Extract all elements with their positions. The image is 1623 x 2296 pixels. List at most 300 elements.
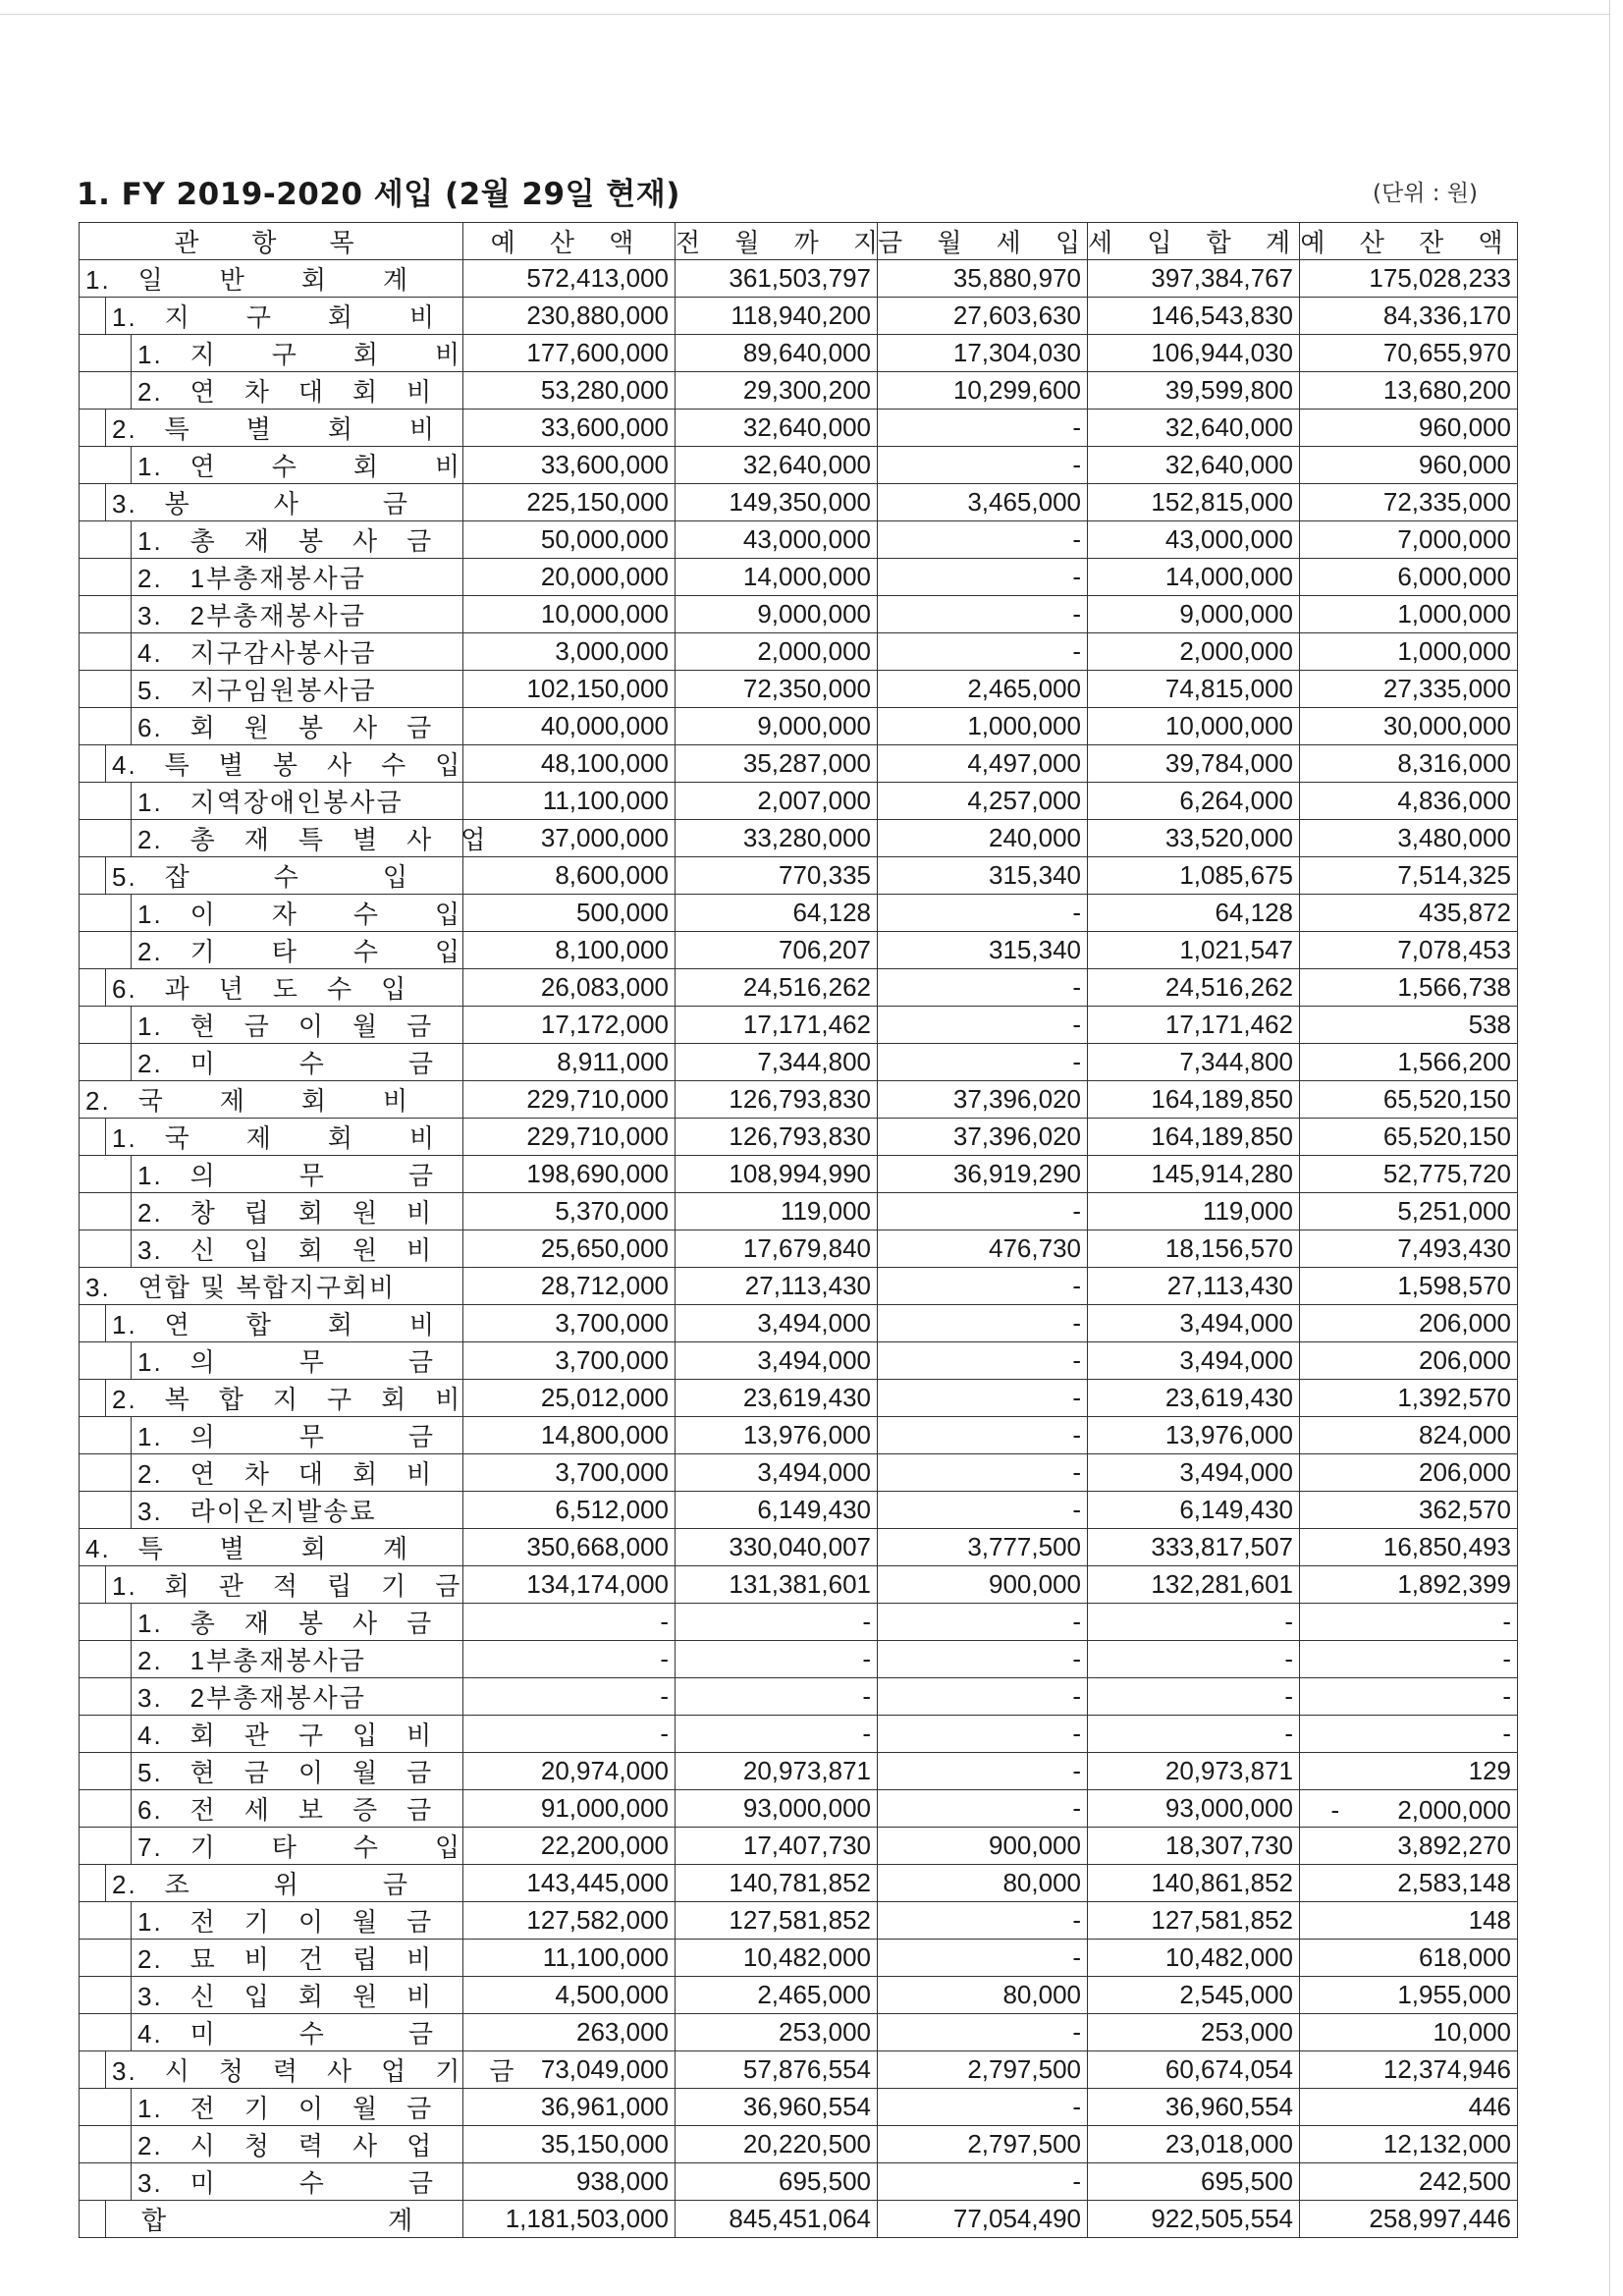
cell-prior-months: 108,994,990 <box>676 1156 878 1193</box>
row-label: 2. 국 제 회 비 <box>85 1086 410 1116</box>
cell-current-month: - <box>878 1417 1088 1454</box>
cell-current-month: - <box>878 1940 1088 1977</box>
total-budget-remaining: 258,997,446 <box>1300 2201 1518 2238</box>
row-category-wrapper <box>80 2126 462 2162</box>
cell-revenue-total: 93,000,000 <box>1088 1790 1300 1828</box>
row-category-wrapper <box>80 1529 462 1565</box>
table-row <box>80 1268 1518 1305</box>
cell-revenue-total: 39,784,000 <box>1088 745 1300 783</box>
cell-budget-remaining: 960,000 <box>1300 410 1518 447</box>
indent-rule <box>80 484 106 520</box>
total-revenue-total: 922,505,554 <box>1088 2201 1300 2238</box>
cell-prior-months: 9,000,000 <box>676 708 878 745</box>
row-category-wrapper <box>80 1044 462 1080</box>
row-label: 2. 묘 비 건 립 비 <box>137 1944 434 1974</box>
cell-budget: 53,280,000 <box>463 372 676 410</box>
cell-budget: 229,710,000 <box>463 1081 676 1119</box>
cell-budget-remaining: 824,000 <box>1300 1417 1518 1454</box>
cell-current-month: 900,000 <box>878 1828 1088 1865</box>
indent-rule <box>80 671 132 707</box>
cell-budget: 102,150,000 <box>463 671 676 708</box>
cell-revenue-total: 32,640,000 <box>1088 410 1300 447</box>
cell-revenue-total: 3,494,000 <box>1088 1342 1300 1380</box>
row-category-wrapper <box>80 1716 462 1752</box>
row-category-cell <box>80 857 463 895</box>
row-category-wrapper <box>80 1865 462 1901</box>
cell-current-month: - <box>878 1268 1088 1305</box>
indent-rule <box>80 2014 132 2050</box>
row-category-cell <box>80 1566 463 1604</box>
indent-rule <box>80 559 132 595</box>
cell-budget: 198,690,000 <box>463 1156 676 1193</box>
table-row <box>80 1865 1518 1902</box>
cell-budget: 40,000,000 <box>463 708 676 745</box>
row-label: 3. 2부총재봉사금 <box>137 1683 366 1713</box>
cell-budget-remaining: 65,520,150 <box>1300 1081 1518 1119</box>
cell-budget-remaining: 12,374,946 <box>1300 2051 1518 2089</box>
cell-budget: 37,000,000 <box>463 820 676 857</box>
table-row <box>80 1230 1518 1268</box>
cell-revenue-total: 60,674,054 <box>1088 2051 1300 2089</box>
row-category-wrapper <box>80 1342 462 1379</box>
cell-budget: 17,172,000 <box>463 1007 676 1044</box>
cell-budget: 127,582,000 <box>463 1902 676 1940</box>
cell-prior-months: 706,207 <box>676 932 878 969</box>
row-label: 6. 전 세 보 증 금 <box>137 1795 434 1825</box>
cell-prior-months: - <box>676 1641 878 1678</box>
cell-prior-months: 20,220,500 <box>676 2126 878 2163</box>
row-label: 2. 연 차 대 회 비 <box>137 377 434 407</box>
table-row <box>80 2126 1518 2163</box>
indent-rule <box>80 932 132 968</box>
cell-prior-months: 10,482,000 <box>676 1940 878 1977</box>
row-label: 4. 미 수 금 <box>137 2019 436 2049</box>
row-category-wrapper <box>80 521 462 558</box>
cell-current-month: 476,730 <box>878 1230 1088 1268</box>
cell-budget-remaining: 960,000 <box>1300 447 1518 484</box>
indent-rule <box>80 708 132 744</box>
table-row <box>80 2089 1518 2126</box>
cell-budget-remaining: 1,000,000 <box>1300 633 1518 671</box>
row-category-wrapper <box>80 671 462 707</box>
row-category-wrapper <box>80 1119 462 1155</box>
cell-revenue-total: 3,494,000 <box>1088 1454 1300 1492</box>
cell-current-month: - <box>878 1753 1088 1790</box>
indent-rule <box>80 447 132 483</box>
row-category-wrapper <box>80 2014 462 2050</box>
indent-rule <box>80 633 132 670</box>
row-category-wrapper <box>80 1268 462 1304</box>
cell-budget: 33,600,000 <box>463 410 676 447</box>
cell-budget: 143,445,000 <box>463 1865 676 1902</box>
table-row <box>80 820 1518 857</box>
row-label: 5. 현 금 이 월 금 <box>137 1758 434 1787</box>
indent-rule <box>80 895 132 931</box>
cell-revenue-total: 20,973,871 <box>1088 1753 1300 1790</box>
cell-current-month: 36,919,290 <box>878 1156 1088 1193</box>
total-row <box>80 2201 1518 2238</box>
row-category-cell <box>80 1865 463 1902</box>
table-row <box>80 1193 1518 1230</box>
table-row <box>80 1566 1518 1604</box>
row-label: 1. 의 무 금 <box>137 1161 436 1190</box>
cell-budget-remaining: 7,078,453 <box>1300 932 1518 969</box>
cell-prior-months: 24,516,262 <box>676 969 878 1007</box>
indent-rule <box>80 410 106 446</box>
cell-revenue-total: 32,640,000 <box>1088 447 1300 484</box>
row-label: 1. 이 자 수 입 <box>137 900 462 929</box>
cell-budget-remaining: 175,028,233 <box>1300 260 1518 298</box>
cell-revenue-total: 152,815,000 <box>1088 484 1300 521</box>
cell-budget-remaining: 446 <box>1300 2089 1518 2126</box>
cell-budget-remaining: 4,836,000 <box>1300 783 1518 820</box>
row-category-cell <box>80 260 463 298</box>
indent-rule <box>80 2089 132 2125</box>
row-category-cell <box>80 2014 463 2051</box>
cell-prior-months: 13,976,000 <box>676 1417 878 1454</box>
cell-current-month: 37,396,020 <box>878 1119 1088 1156</box>
total-current-month: 77,054,490 <box>878 2201 1088 2238</box>
cell-revenue-total: 140,861,852 <box>1088 1865 1300 1902</box>
indent-rule <box>80 1977 132 2013</box>
table-row <box>80 298 1518 335</box>
table-row <box>80 372 1518 410</box>
cell-prior-months: 32,640,000 <box>676 410 878 447</box>
cell-current-month: 240,000 <box>878 820 1088 857</box>
cell-budget-remaining: 13,680,200 <box>1300 372 1518 410</box>
cell-budget: 28,712,000 <box>463 1268 676 1305</box>
row-label: 2. 기 타 수 입 <box>137 937 462 966</box>
table-row <box>80 260 1518 298</box>
table-row <box>80 1940 1518 1977</box>
indent-rule <box>80 1716 132 1752</box>
row-category-wrapper <box>80 1007 462 1043</box>
row-category-cell <box>80 2051 516 2089</box>
row-category-wrapper <box>80 1604 462 1640</box>
cell-budget-remaining: - <box>1300 1716 1518 1753</box>
cell-current-month: 80,000 <box>878 1977 1088 2014</box>
row-category-cell <box>80 410 463 447</box>
cell-prior-months: 32,640,000 <box>676 447 878 484</box>
row-label: 2. 복 합 지 구 회 비 <box>112 1385 462 1414</box>
row-category-cell <box>80 1604 463 1641</box>
cell-prior-months: 118,940,200 <box>676 298 878 335</box>
indent-rule <box>80 1753 132 1789</box>
row-category-cell <box>80 745 463 783</box>
row-category-cell <box>80 2163 463 2201</box>
row-label: 3. 신 입 회 원 비 <box>137 1235 434 1265</box>
row-label: 6. 과 년 도 수 입 <box>112 974 408 1004</box>
header-budget-remaining: 예 산 잔 액 <box>1300 223 1518 260</box>
row-category-wrapper <box>80 2051 516 2088</box>
table-row <box>80 895 1518 932</box>
row-category-cell <box>80 1641 463 1678</box>
cell-budget: 26,083,000 <box>463 969 676 1007</box>
row-category-wrapper <box>80 1940 462 1976</box>
cell-current-month: - <box>878 1044 1088 1081</box>
cell-budget: 36,961,000 <box>463 2089 676 2126</box>
cell-budget: 229,710,000 <box>463 1119 676 1156</box>
cell-revenue-total: 23,619,430 <box>1088 1380 1300 1417</box>
row-category-cell <box>80 932 463 969</box>
cell-budget-remaining: 12,132,000 <box>1300 2126 1518 2163</box>
row-label: 1. 지 구 회 비 <box>137 340 462 369</box>
row-category-cell <box>80 1454 463 1492</box>
cell-revenue-total: 14,000,000 <box>1088 559 1300 596</box>
row-category-wrapper <box>80 1641 462 1677</box>
row-category-wrapper <box>80 783 462 819</box>
cell-budget: 8,100,000 <box>463 932 676 969</box>
row-category-cell <box>80 521 463 559</box>
row-category-cell <box>80 1156 463 1193</box>
cell-prior-months: 2,000,000 <box>676 633 878 671</box>
cell-revenue-total: 10,482,000 <box>1088 1940 1300 1977</box>
row-category-wrapper <box>80 372 462 409</box>
row-label: 1. 의 무 금 <box>137 1347 436 1377</box>
cell-current-month: 35,880,970 <box>878 260 1088 298</box>
cell-budget: 11,100,000 <box>463 783 676 820</box>
cell-revenue-total: 6,149,430 <box>1088 1492 1300 1529</box>
row-category-cell <box>80 1044 463 1081</box>
cell-budget-remaining: 7,493,430 <box>1300 1230 1518 1268</box>
row-label: 3. 2부총재봉사금 <box>137 601 366 630</box>
cell-prior-months: 253,000 <box>676 2014 878 2051</box>
table-row <box>80 1119 1518 1156</box>
indent-rule <box>80 1380 106 1416</box>
cell-current-month: - <box>878 1902 1088 1940</box>
cell-budget: 4,500,000 <box>463 1977 676 2014</box>
cell-revenue-total: - <box>1088 1641 1300 1678</box>
row-category-cell <box>80 1268 463 1305</box>
cell-revenue-total: 132,281,601 <box>1088 1566 1300 1604</box>
row-category-wrapper <box>80 1417 462 1453</box>
cell-budget-remaining: 538 <box>1300 1007 1518 1044</box>
cell-prior-months: 7,344,800 <box>676 1044 878 1081</box>
table-row <box>80 1678 1518 1716</box>
cell-budget-remaining: 1,598,570 <box>1300 1268 1518 1305</box>
row-category-cell <box>80 1342 463 1380</box>
cell-current-month: 4,497,000 <box>878 745 1088 783</box>
table-row <box>80 447 1518 484</box>
indent-rule <box>80 1044 132 1080</box>
row-category-cell <box>80 969 463 1007</box>
table-row <box>80 1902 1518 1940</box>
cell-prior-months: 57,876,554 <box>676 2051 878 2089</box>
cell-prior-months: 330,040,007 <box>676 1529 878 1566</box>
cell-revenue-total: 7,344,800 <box>1088 1044 1300 1081</box>
header-row <box>80 223 1518 260</box>
cell-revenue-total: 1,085,675 <box>1088 857 1300 895</box>
cell-revenue-total: 18,156,570 <box>1088 1230 1300 1268</box>
cell-current-month: - <box>878 1790 1088 1828</box>
cell-prior-months: 3,494,000 <box>676 1454 878 1492</box>
cell-budget-remaining: 8,316,000 <box>1300 745 1518 783</box>
total-prior-months: 845,451,064 <box>676 2201 878 2238</box>
cell-prior-months: 361,503,797 <box>676 260 878 298</box>
indent-rule <box>80 1119 106 1155</box>
row-category-wrapper <box>80 1230 462 1267</box>
cell-budget: 20,974,000 <box>463 1753 676 1790</box>
cell-prior-months: 3,494,000 <box>676 1342 878 1380</box>
row-category-wrapper <box>80 2089 462 2125</box>
indent-rule <box>80 1230 132 1267</box>
cell-prior-months: 131,381,601 <box>676 1566 878 1604</box>
indent-rule <box>80 783 132 819</box>
cell-revenue-total: 43,000,000 <box>1088 521 1300 559</box>
row-category-cell <box>80 1417 463 1454</box>
cell-current-month: 2,465,000 <box>878 671 1088 708</box>
row-label: 7. 기 타 수 입 <box>137 1832 462 1862</box>
cell-prior-months: 36,960,554 <box>676 2089 878 2126</box>
cell-revenue-total: 13,976,000 <box>1088 1417 1300 1454</box>
row-category-wrapper <box>80 969 462 1006</box>
row-label: 4. 지구감사봉사금 <box>137 638 377 668</box>
row-category-cell <box>80 1753 463 1790</box>
cell-budget-remaining: 6,000,000 <box>1300 559 1518 596</box>
row-category-wrapper <box>80 857 462 894</box>
cell-budget: 10,000,000 <box>463 596 676 633</box>
row-category-wrapper <box>80 1753 462 1789</box>
cell-budget: 22,200,000 <box>463 1828 676 1865</box>
row-category-cell <box>80 1305 463 1342</box>
cell-revenue-total: - <box>1088 1678 1300 1716</box>
table-row <box>80 857 1518 895</box>
cell-prior-months: 29,300,200 <box>676 372 878 410</box>
cell-revenue-total: 333,817,507 <box>1088 1529 1300 1566</box>
cell-budget: 35,150,000 <box>463 2126 676 2163</box>
row-label: 2. 1부총재봉사금 <box>137 1646 366 1675</box>
cell-budget-remaining: 148 <box>1300 1902 1518 1940</box>
indent-rule <box>80 335 132 371</box>
table-row <box>80 2163 1518 2201</box>
row-category-wrapper <box>80 745 462 782</box>
row-category-wrapper <box>80 1492 462 1528</box>
page-edge-top <box>0 14 1610 15</box>
row-category-wrapper <box>80 335 462 371</box>
table-row <box>80 1604 1518 1641</box>
cell-prior-months: 17,171,462 <box>676 1007 878 1044</box>
indent-rule <box>80 1902 132 1939</box>
cell-revenue-total: 10,000,000 <box>1088 708 1300 745</box>
row-label: 1. 의 무 금 <box>137 1422 436 1451</box>
cell-current-month: - <box>878 1641 1088 1678</box>
row-label: 1. 현 금 이 월 금 <box>137 1011 434 1041</box>
cell-budget-remaining: 3,480,000 <box>1300 820 1518 857</box>
row-category-wrapper <box>80 1977 462 2013</box>
cell-current-month: 315,340 <box>878 932 1088 969</box>
cell-revenue-total: 2,545,000 <box>1088 1977 1300 2014</box>
cell-current-month: 900,000 <box>878 1566 1088 1604</box>
cell-prior-months: 6,149,430 <box>676 1492 878 1529</box>
indent-rule <box>80 1156 132 1192</box>
indent-rule <box>80 1641 132 1677</box>
row-label: 3. 신 입 회 원 비 <box>137 1982 434 2011</box>
indent-rule <box>80 1566 106 1603</box>
cell-current-month: 37,396,020 <box>878 1081 1088 1119</box>
cell-prior-months: 23,619,430 <box>676 1380 878 1417</box>
cell-revenue-total: 253,000 <box>1088 2014 1300 2051</box>
indent-rule <box>80 857 106 894</box>
cell-prior-months: 35,287,000 <box>676 745 878 783</box>
row-category-cell <box>80 1492 463 1529</box>
cell-budget: 5,370,000 <box>463 1193 676 1230</box>
row-label: 3. 미 수 금 <box>137 2168 436 2198</box>
cell-current-month: - <box>878 1380 1088 1417</box>
cell-revenue-total: 146,543,830 <box>1088 298 1300 335</box>
indent-rule <box>80 745 106 782</box>
indent-rule <box>80 1604 132 1640</box>
table-body <box>80 260 1518 2238</box>
cell-current-month: 2,797,500 <box>878 2051 1088 2089</box>
row-label: 1. 일 반 회 계 <box>85 265 410 295</box>
cell-current-month: - <box>878 1007 1088 1044</box>
indent-rule <box>80 820 132 856</box>
row-category-wrapper <box>80 2163 462 2200</box>
cell-revenue-total: 24,516,262 <box>1088 969 1300 1007</box>
row-label: 6. 회 원 봉 사 금 <box>137 713 434 742</box>
table-row <box>80 708 1518 745</box>
indent-rule <box>80 521 132 558</box>
row-category-cell <box>80 559 463 596</box>
cell-budget-remaining: 1,000,000 <box>1300 596 1518 633</box>
table-row <box>80 1828 1518 1865</box>
row-category-cell <box>80 1081 463 1119</box>
table-row <box>80 559 1518 596</box>
cell-prior-months: 20,973,871 <box>676 1753 878 1790</box>
row-category-cell <box>80 484 463 521</box>
cell-budget: 225,150,000 <box>463 484 676 521</box>
row-label: 1. 총 재 봉 사 금 <box>137 1609 434 1638</box>
row-category-wrapper <box>80 1380 462 1416</box>
table-row <box>80 1417 1518 1454</box>
row-category-cell <box>80 1977 463 2014</box>
cell-budget: 500,000 <box>463 895 676 932</box>
row-category-wrapper <box>80 820 488 856</box>
cell-current-month: 17,304,030 <box>878 335 1088 372</box>
table-row <box>80 1044 1518 1081</box>
cell-budget: 91,000,000 <box>463 1790 676 1828</box>
row-label: 3. 라이온지발송료 <box>137 1497 377 1526</box>
table-row <box>80 521 1518 559</box>
cell-current-month: 315,340 <box>878 857 1088 895</box>
cell-budget-remaining: 1,566,200 <box>1300 1044 1518 1081</box>
cell-budget-remaining: 1,392,570 <box>1300 1380 1518 1417</box>
table-row <box>80 1156 1518 1193</box>
cell-prior-months: 127,581,852 <box>676 1902 878 1940</box>
indent-rule <box>80 1454 132 1491</box>
table-row <box>80 1007 1518 1044</box>
row-label: 2. 시 청 력 사 업 <box>137 2131 434 2160</box>
revenue-table <box>79 222 1518 2238</box>
table-row <box>80 2014 1518 2051</box>
cell-current-month: 27,603,630 <box>878 298 1088 335</box>
cell-revenue-total: 164,189,850 <box>1088 1081 1300 1119</box>
document-title: 1. FY 2019-2020 세입 (2월 29일 현재) <box>77 177 680 212</box>
cell-current-month: - <box>878 1305 1088 1342</box>
cell-budget-remaining: 1,955,000 <box>1300 1977 1518 2014</box>
row-category-cell <box>80 1119 463 1156</box>
indent-rule <box>80 1417 132 1453</box>
cell-budget: 6,512,000 <box>463 1492 676 1529</box>
cell-budget: 938,000 <box>463 2163 676 2201</box>
cell-current-month: - <box>878 1454 1088 1492</box>
cell-current-month: 4,257,000 <box>878 783 1088 820</box>
indent-rule <box>80 1305 106 1341</box>
cell-budget: 572,413,000 <box>463 260 676 298</box>
row-category-wrapper <box>80 1193 462 1230</box>
row-category-wrapper <box>80 1305 462 1341</box>
row-category-wrapper <box>80 1156 462 1192</box>
